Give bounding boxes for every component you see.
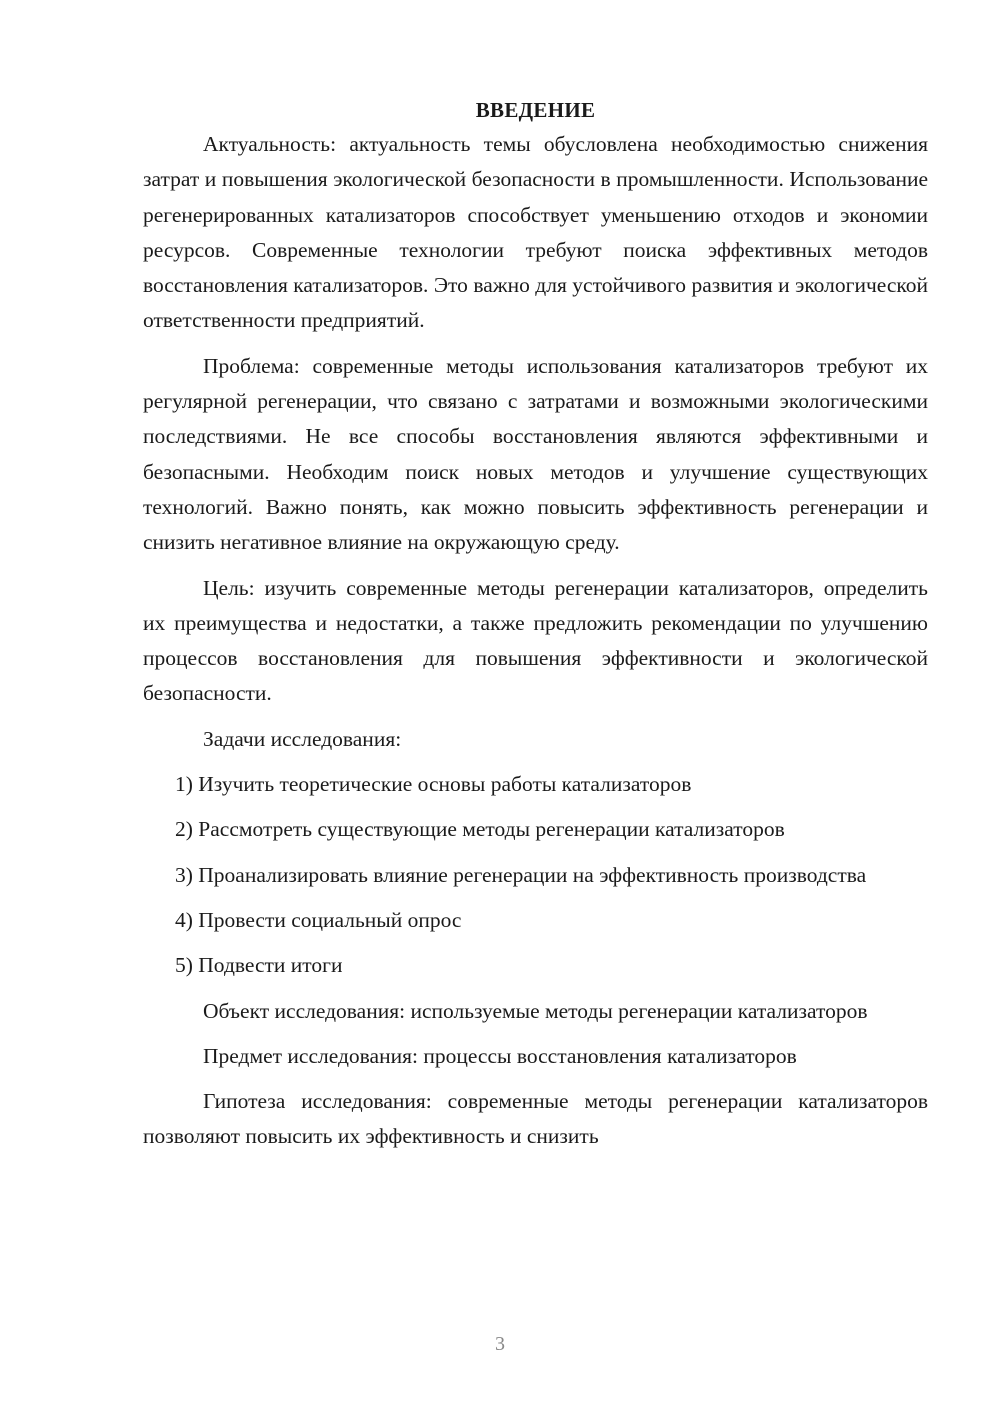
- tasks-heading: Задачи исследования:: [203, 726, 402, 751]
- task-item-2: 2) Рассмотреть существующие методы регенерации катализаторов: [175, 817, 785, 842]
- task-item-3: 3) Проанализировать влияние регенерации на эффективность производства: [175, 862, 867, 887]
- page-number: 3: [495, 1333, 505, 1355]
- task-item-5: 5) Подвести итоги: [175, 953, 343, 978]
- paragraph-actuality: Актуальность: актуальность темы обусловлена необходимостью снижения затрат и повышения экологической безопасности в промышленности. Использование регенерированных катализаторов способствует уменьшению отходов и экономии ресурсов. Современные технологии требуют поиска эффективных методов восстановления катализаторов. Это важно для устойчивого развития и экологической ответственности предприятий.: [143, 132, 928, 333]
- paragraph-problem: Проблема: современные методы использования катализаторов требуют их регулярной регенерации, что связано с затратами и возможными экологическими последствиями. Не все способы восстановления являются эффективными и безопасными. Необходим поиск новых методов и улучшение существующих технологий. Важно понять, как можно повысить эффективность регенерации и снизить негативное влияние на окружающую среду.: [143, 353, 928, 555]
- paragraph-goal: Цель: изучить современные методы регенерации катализаторов, определить их преимущества и недостатки, а также предложить рекомендации по улучшению процессов восстановления для повышения эффективности и экологической безопасности.: [143, 575, 928, 706]
- paragraph-object: Объект исследования: используемые методы регенерации катализаторов: [203, 998, 868, 1023]
- task-item-4: 4) Провести социальный опрос: [175, 907, 462, 932]
- paragraph-subject: Предмет исследования: процессы восстановления катализаторов: [203, 1043, 797, 1068]
- document-page: [143, 95, 928, 1165]
- section-title: ВВЕДЕНИЕ: [475, 98, 596, 122]
- task-item-1: 1) Изучить теоретические основы работы катализаторов: [175, 772, 692, 797]
- paragraph-hypothesis: Гипотеза исследования: современные методы регенерации катализаторов позволяют повысить их эффективность и снизить: [143, 1089, 928, 1149]
